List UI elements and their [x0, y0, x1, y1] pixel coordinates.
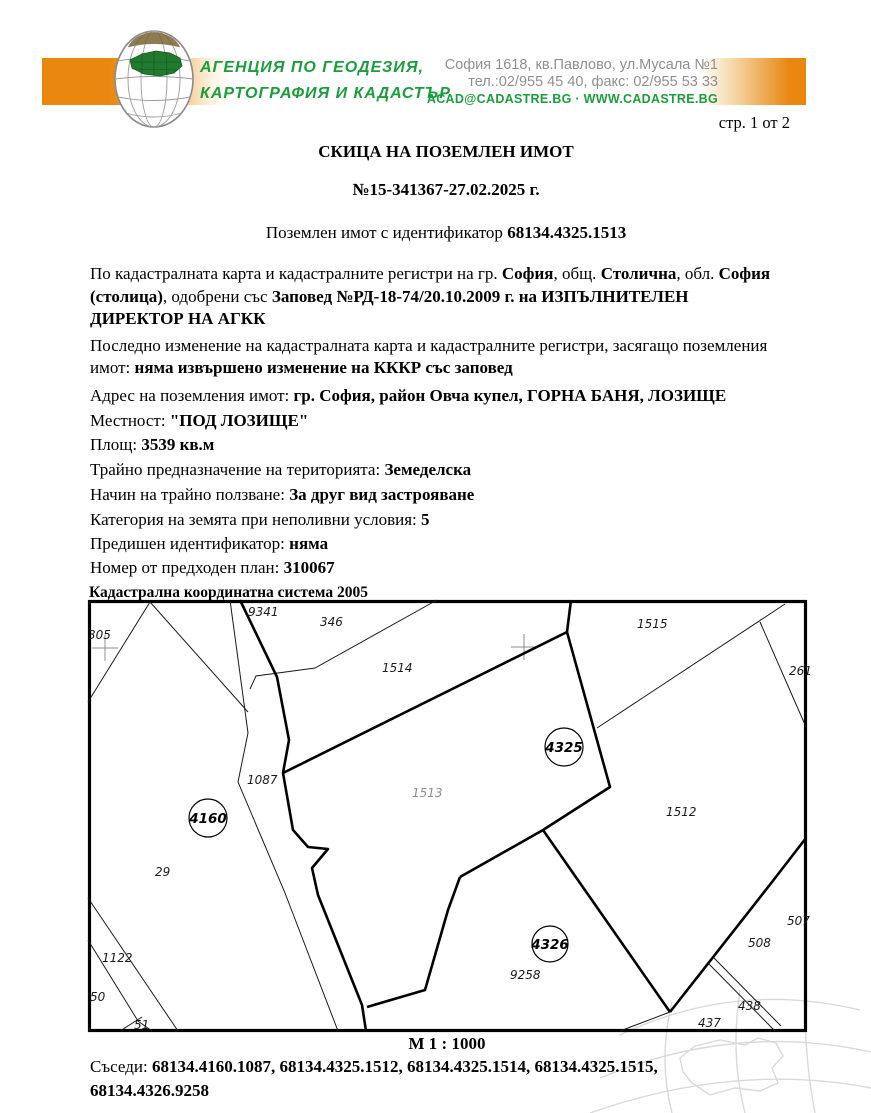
region-badge-4160: [188, 799, 227, 837]
parcel-label-1512: 1512: [666, 805, 697, 819]
identifier-prefix: Поземлен имот с идентификатор: [265, 223, 508, 242]
parcel-label-9341: 9341: [248, 605, 279, 619]
parcel-label-1515: 1515: [637, 617, 668, 631]
agency-name-line2: КАРТОГРАФИЯ И КАДАСТЪР: [200, 85, 451, 102]
detail-line-locality: Местност: "ПОД ЛОЗИЩЕ": [90, 411, 309, 430]
subject-parcel-label-1513: 1513: [412, 786, 443, 800]
detail-line-registry: По кадастралната карта и кадастралните регистри на гр. София, общ. Столична, обл. София: [90, 264, 771, 283]
grid-cross-icon: [92, 634, 537, 661]
coordinate-system-label: Кадастрална координатна система 2005: [89, 584, 368, 601]
detail-line-order: (столица), одобрени със Заповед №РД-18-74/20.10.2009 г. на ИЗПЪЛНИТЕЛЕН: [90, 287, 689, 306]
detail-line-previous-id: Предишен идентификатор: няма: [90, 534, 329, 553]
parcel-label-437: 437: [698, 1016, 721, 1030]
parcel-label-1514: 1514: [382, 661, 413, 675]
neighbors-prefix: Съседи:: [90, 1057, 152, 1076]
page-indicator: стр. 1 от 2: [718, 113, 790, 132]
detail-line-lastchange-2: имот: няма извършено изменение на КККР със заповед: [90, 358, 513, 377]
region-label-4160: 4160: [189, 811, 227, 827]
parcel-label-50: 50: [90, 990, 106, 1004]
agency-name-line1: АГЕНЦИЯ ПО ГЕОДЕЗИЯ,: [200, 59, 424, 76]
agency-phone-line: тел.:02/955 45 40, факс: 02/955 53 33: [468, 74, 718, 90]
identifier-value: 68134.4325.1513: [507, 223, 627, 242]
parcel-label-305: 305: [88, 628, 111, 642]
neighbors-line: [90, 1055, 740, 1103]
agency-address-line1: София 1618, кв.Павлово, ул.Мусала №1: [444, 57, 718, 73]
parcel-label-1087: 1087: [247, 773, 278, 787]
subject-parcel-boundary-right: [460, 632, 610, 877]
region-badge-4326: [530, 926, 569, 962]
parcel-label-29: 29: [155, 865, 171, 879]
parcel-label-51: 51: [134, 1018, 150, 1032]
parcel-label-9258: 9258: [510, 968, 541, 982]
subject-parcel-boundary-top: [283, 632, 567, 773]
document-number: №15-341367-27.02.2025 г.: [352, 180, 540, 199]
region-label-4326: 4326: [531, 937, 569, 953]
detail-line-territory-purpose: Трайно предназначение на територията: Земеделска: [90, 460, 472, 479]
parcel-label-1122: 1122: [102, 951, 133, 965]
map-scale-label: М 1 : 1000: [408, 1034, 486, 1053]
region-badge-4325: [544, 728, 583, 766]
detail-line-previous-plan: Номер от предходен план: 310067: [90, 558, 335, 577]
document-title: СКИЦА НА ПОЗЕМЛЕН ИМОТ: [318, 142, 574, 161]
detail-line-category: Категория на земята при неполивни условия: 5: [90, 510, 430, 529]
parcel-label-438: 438: [738, 999, 761, 1013]
detail-line-director: ДИРЕКТОР НА АГКК: [90, 309, 266, 328]
parcel-label-261: 261: [789, 664, 812, 678]
neighbors-list: 68134.4160.1087, 68134.4325.1512, 68134.4325.1514, 68134.4325.1515, 68134.4326.9258: [90, 1057, 658, 1100]
parcel-boundaries-thick: [240, 600, 806, 1031]
detail-line-land-use: Начин на трайно ползване: За друг вид застрояване: [90, 485, 475, 504]
detail-line-lastchange-1: Последно изменение на кадастралната карта и кадастралните регистри, засягащо поземления: [90, 336, 768, 355]
parcel-label-507: 507: [787, 914, 810, 928]
detail-line-area: Площ: 3539 кв.м: [90, 435, 215, 454]
detail-line-address: Адрес на поземления имот: гр. София, район Овча купел, ГОРНА БАНЯ, ЛОЗИЩЕ: [90, 386, 727, 405]
region-label-4325: 4325: [545, 740, 583, 756]
parcel-label-346: 346: [320, 615, 343, 629]
agency-contacts-line: ACAD@CADASTRE.BG · WWW.CADASTRE.BG: [426, 92, 718, 106]
parcel-label-508: 508: [748, 936, 771, 950]
